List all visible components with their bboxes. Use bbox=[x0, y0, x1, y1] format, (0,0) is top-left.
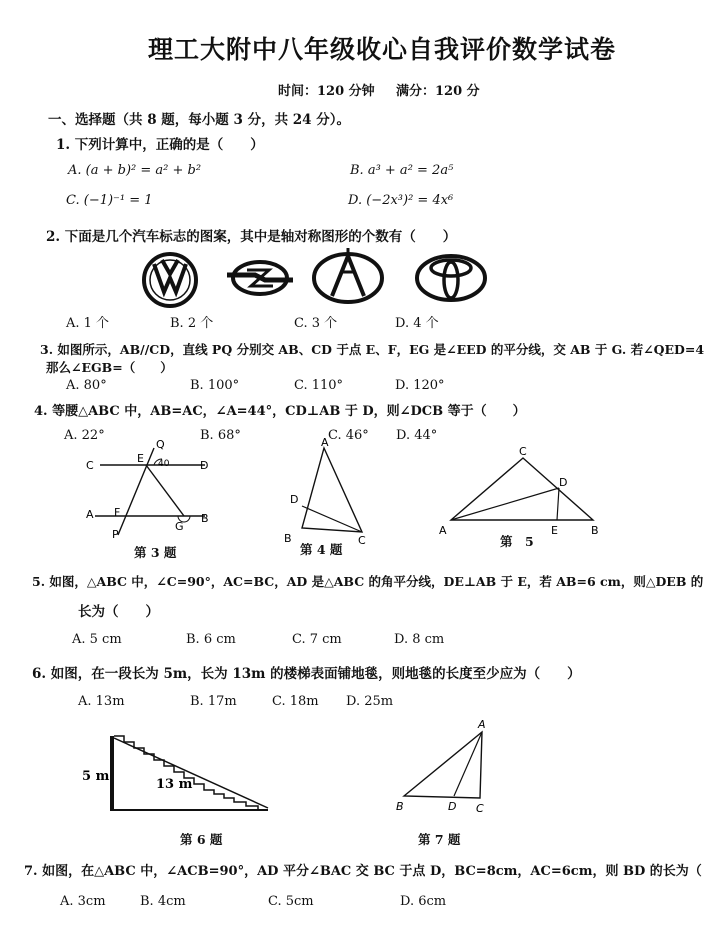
fig3-label-b: B bbox=[201, 512, 209, 525]
fig3-label-c: C bbox=[86, 459, 94, 472]
q3-stem: 3. 如图所示，AB//CD，直线 PQ 分别交 AB、CD 于点 E、F，EG 是∠EED 的平分线，交 AB 于 G. 若∠QED=4 bbox=[40, 342, 705, 357]
q4-option-a: A. 22° bbox=[64, 428, 105, 443]
q3-option-a: A. 80° bbox=[66, 378, 107, 393]
fig5-caption: 第 5 bbox=[500, 534, 534, 549]
q1-option-d: D. (−2x³)² = 4x⁶ bbox=[348, 193, 454, 208]
q3-option-c: C. 110° bbox=[294, 378, 344, 393]
q3-stem-cont: 那么∠EGB=（ ） bbox=[46, 360, 173, 375]
figure-3-diagram bbox=[80, 440, 220, 540]
q2-option-c: C. 3 个 bbox=[294, 316, 338, 331]
page-title: 理工大附中八年级收心自我评价数学试卷 bbox=[148, 35, 617, 64]
fig3-label-q: Q bbox=[156, 438, 165, 451]
fig3-caption: 第 3 题 bbox=[134, 545, 177, 560]
fig3-label-e: E bbox=[137, 452, 144, 465]
fig5-label-b: B bbox=[591, 524, 599, 537]
q7-stem: 7. 如图，在△ABC 中，∠ACB=90°，AD 平分∠BAC 交 BC 于点 D，BC=8cm，AC=6cm，则 BD 的长为（ bbox=[24, 864, 702, 879]
figure-5-diagram bbox=[435, 446, 610, 536]
q6-option-b: B. 17m bbox=[190, 694, 237, 709]
fig4-label-b: B bbox=[284, 532, 292, 545]
fig3-label-f: F bbox=[114, 506, 121, 519]
fig7-label-b: B bbox=[396, 800, 404, 813]
q4-option-b: B. 68° bbox=[200, 428, 241, 443]
q2-option-a: A. 1 个 bbox=[66, 316, 110, 331]
figure-4-diagram bbox=[280, 436, 380, 550]
fig7-caption: 第 7 题 bbox=[418, 832, 461, 847]
fig3-label-d: D bbox=[200, 459, 209, 472]
fig7-label-a: A bbox=[478, 718, 486, 731]
fig4-label-d: D bbox=[290, 493, 299, 506]
q1-option-a: A. (a + b)² = a² + b² bbox=[68, 163, 202, 178]
fig3-label-g: G bbox=[175, 520, 184, 533]
fig6-height-label: 5 m bbox=[82, 769, 110, 784]
q5-option-a: A. 5 cm bbox=[72, 632, 122, 647]
exam-score: 满分：120 分 bbox=[396, 84, 480, 99]
acura-logo-icon bbox=[310, 244, 386, 306]
q4-stem: 4. 等腰△ABC 中，AB=AC，∠A=44°，CD⊥AB 于 D，则∠DCB 等于（ ） bbox=[34, 404, 526, 419]
fig4-label-a: A bbox=[321, 436, 329, 449]
q6-option-c: C. 18m bbox=[272, 694, 319, 709]
exam-time: 时间：120 分钟 bbox=[278, 84, 375, 99]
q5-stem: 5. 如图，△ABC 中，∠C=90°，AC=BC，AD 是△ABC 的角平分线，DE⊥AB 于 E，若 AB=6 cm，则△DEB 的 bbox=[32, 574, 704, 589]
section-heading: 一、选择题（共 8 题，每小题 3 分，共 24 分）。 bbox=[48, 112, 351, 128]
q7-option-a: A. 3cm bbox=[60, 894, 106, 909]
fig6-caption: 第 6 题 bbox=[180, 832, 223, 847]
fig6-hypotenuse-label: 13 m bbox=[156, 777, 193, 792]
fig5-label-c: C bbox=[519, 445, 527, 458]
figure-6-staircase bbox=[80, 730, 280, 815]
q7-option-b: B. 4cm bbox=[140, 894, 186, 909]
q5-option-b: B. 6 cm bbox=[186, 632, 236, 647]
q3-option-b: B. 100° bbox=[190, 378, 240, 393]
q7-option-c: C. 5cm bbox=[268, 894, 314, 909]
q5-stem-cont: 长为（ ） bbox=[78, 604, 159, 620]
fig3-angle-label: 40 bbox=[158, 459, 170, 469]
q2-option-d: D. 4 个 bbox=[395, 316, 439, 331]
fig5-label-a: A bbox=[439, 524, 447, 537]
fig4-label-c: C bbox=[358, 534, 366, 547]
volkswagen-logo-icon bbox=[140, 252, 200, 308]
fig5-label-d: D bbox=[559, 476, 568, 489]
fig5-label-e: E bbox=[551, 524, 558, 537]
q7-option-d: D. 6cm bbox=[400, 894, 447, 909]
q6-option-d: D. 25m bbox=[346, 694, 394, 709]
q1-stem: 1. 下列计算中，正确的是（ ） bbox=[56, 137, 264, 153]
q2-option-b: B. 2 个 bbox=[170, 316, 214, 331]
opel-logo-icon bbox=[225, 258, 295, 298]
q5-option-d: D. 8 cm bbox=[394, 632, 445, 647]
q1-option-c: C. (−1)⁻¹ = 1 bbox=[66, 193, 153, 208]
fig7-label-c: C bbox=[476, 802, 484, 815]
q1-option-b: B. a³ + a² = 2a⁵ bbox=[350, 163, 454, 178]
figure-7-diagram bbox=[390, 716, 500, 816]
fig3-label-a: A bbox=[86, 508, 94, 521]
q2-stem: 2. 下面是几个汽车标志的图案，其中是轴对称图形的个数有（ ） bbox=[46, 229, 457, 245]
q6-stem: 6. 如图，在一段长为 5m，长为 13m 的楼梯表面铺地毯，则地毯的长度至少应为（ ） bbox=[32, 666, 581, 682]
fig3-label-p: P bbox=[112, 528, 119, 541]
fig4-caption: 第 4 题 bbox=[300, 542, 343, 557]
fig7-label-d: D bbox=[448, 800, 457, 813]
q4-option-c: C. 46° bbox=[328, 428, 369, 443]
q5-option-c: C. 7 cm bbox=[292, 632, 342, 647]
q3-option-d: D. 120° bbox=[395, 378, 445, 393]
q6-option-a: A. 13m bbox=[78, 694, 125, 709]
q4-option-d: D. 44° bbox=[396, 428, 438, 443]
toyota-logo-icon bbox=[414, 252, 488, 304]
